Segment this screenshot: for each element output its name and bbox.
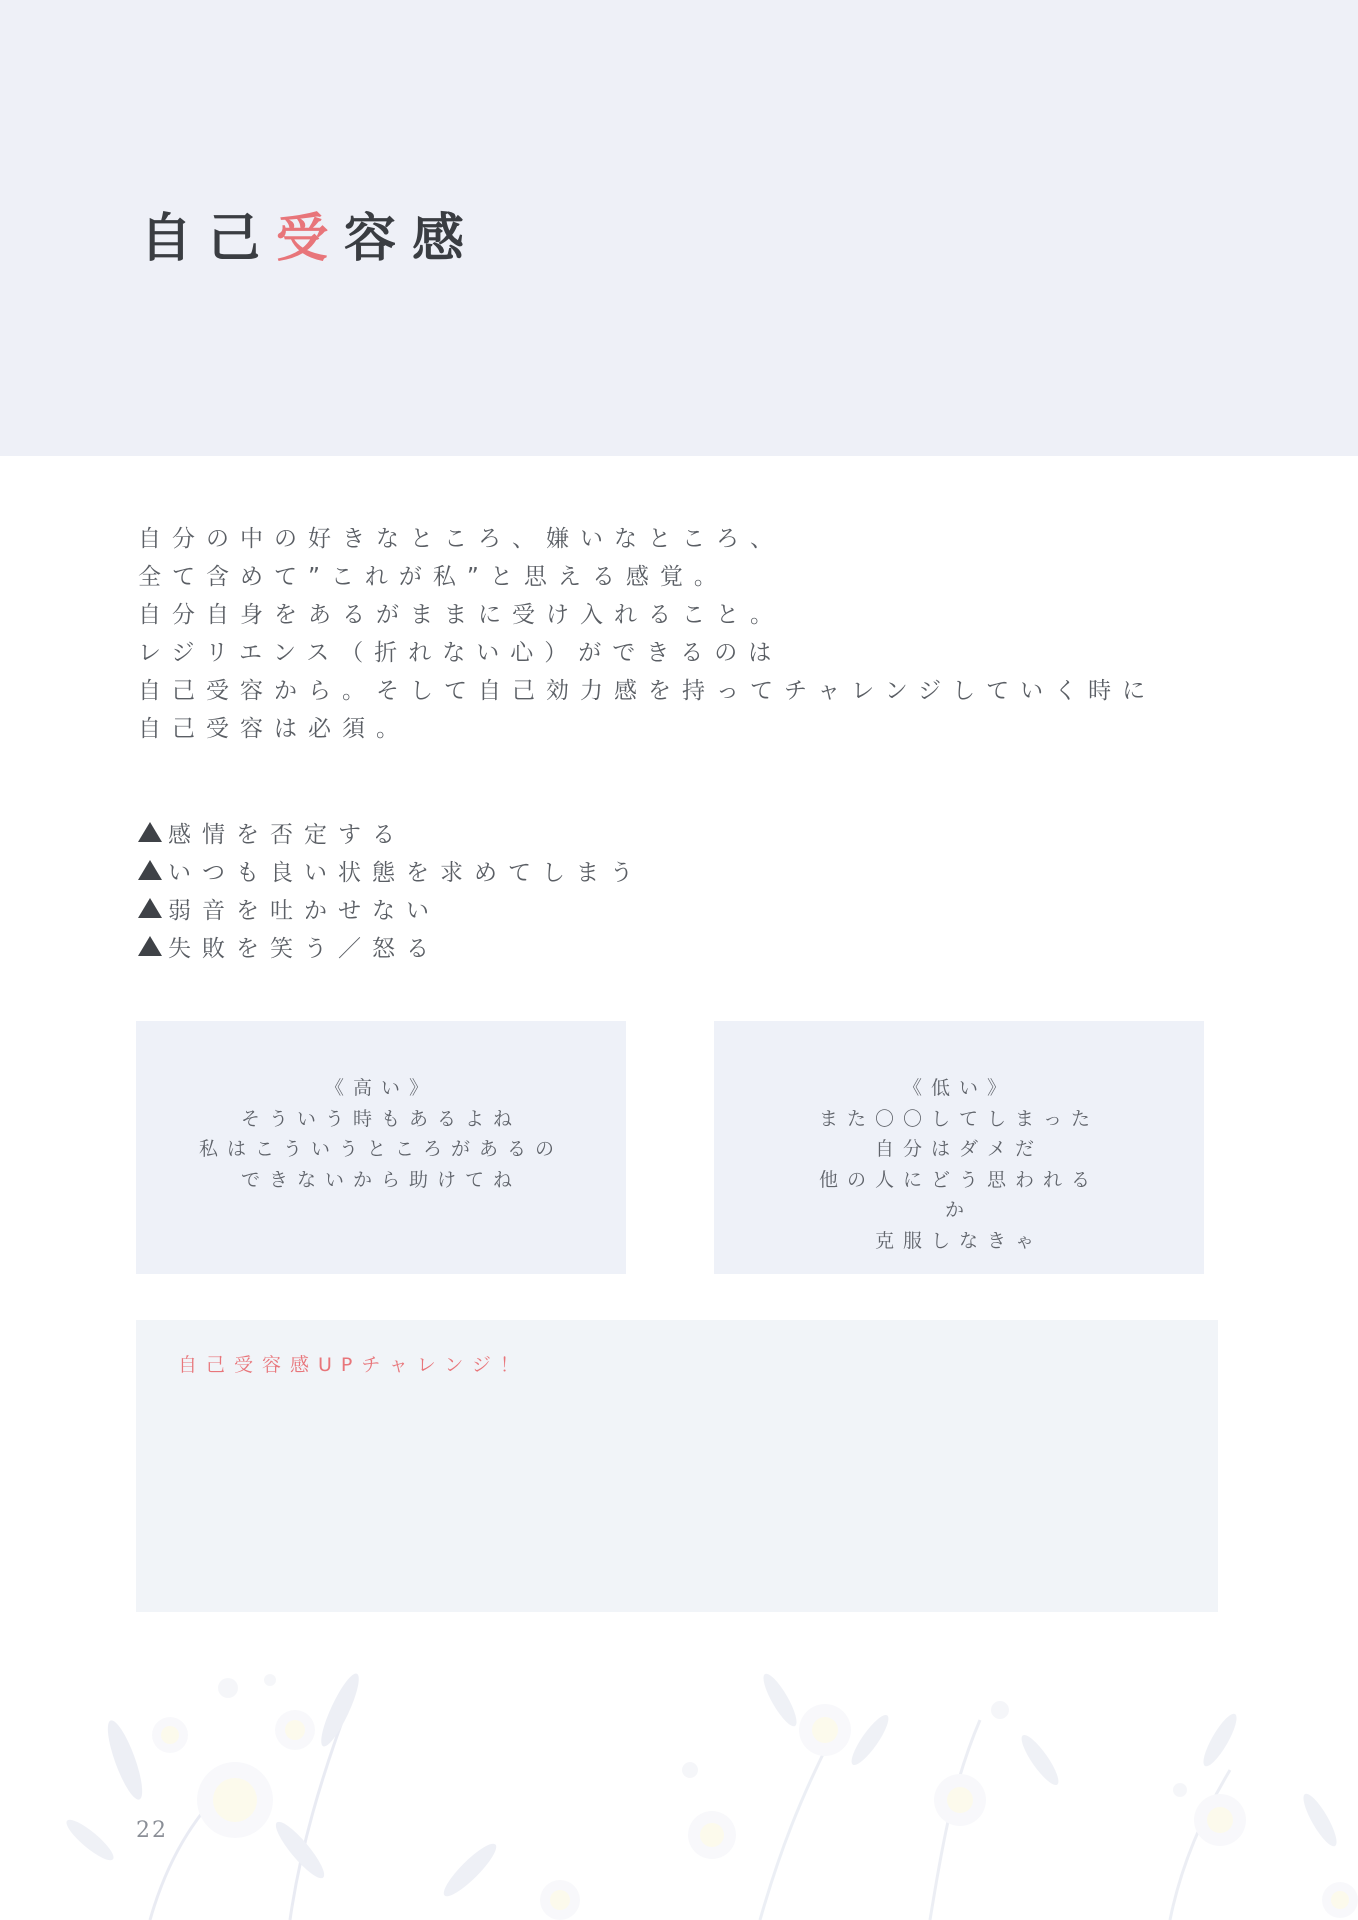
box-line: か — [944, 1199, 973, 1221]
high-acceptance-box — [136, 1021, 626, 1274]
low-acceptance-box — [714, 1021, 1204, 1274]
triangle-icon — [138, 822, 162, 842]
title-part-2: 容感 — [344, 209, 481, 269]
box-line: 他の人にどう思われる — [818, 1168, 1099, 1191]
title-part-1: 自己 — [140, 209, 277, 269]
challenge-label: 自己受容感UPチャレンジ！ — [178, 1354, 528, 1376]
title-accent-char: 受 — [276, 209, 345, 269]
intro-line: 自己受容は必須。 — [138, 716, 410, 742]
warning-item-text: いつも良い状態を求めてしまう — [168, 859, 644, 886]
warning-item — [138, 927, 644, 965]
box-line: できないから助けてね — [240, 1168, 521, 1191]
warning-list — [138, 813, 644, 965]
flower-decoration — [0, 1620, 1358, 1920]
intro-line: 自分自身をあるがままに受け入れること。 — [138, 602, 784, 628]
box-heading: 《高い》 — [324, 1077, 437, 1099]
triangle-icon — [138, 860, 162, 880]
triangle-icon — [138, 898, 162, 918]
warning-item-text: 失敗を笑う／怒る — [168, 935, 440, 962]
intro-line: 自分の中の好きなところ、嫌いなところ、 — [138, 526, 784, 552]
warning-item — [138, 813, 644, 851]
intro-line: 全て含めて”これが私”と思える感覚。 — [138, 564, 728, 590]
warning-item — [138, 889, 644, 927]
box-line: そういう時もあるよね — [240, 1107, 521, 1130]
triangle-icon — [138, 936, 162, 956]
intro-line: レジリエンス（折れない心）ができるのは — [138, 640, 783, 666]
box-line: また〇〇してしまった — [818, 1107, 1099, 1130]
box-line: 私はこういうところがあるの — [198, 1138, 563, 1160]
box-line: 自分はダメだ — [874, 1138, 1043, 1160]
box-heading: 《低い》 — [902, 1077, 1015, 1099]
intro-line: 自己受容から。そして自己効力感を持ってチャレンジしていく時に — [138, 678, 1157, 704]
page-title — [140, 196, 480, 271]
intro-paragraph — [138, 520, 1238, 748]
warning-item-text: 感情を否定する — [168, 821, 406, 848]
warning-item-text: 弱音を吐かせない — [168, 897, 440, 924]
warning-item — [138, 851, 644, 889]
box-line: 克服しなきゃ — [874, 1229, 1043, 1252]
page-number: 22 — [136, 1818, 168, 1843]
challenge-box — [136, 1320, 1218, 1612]
